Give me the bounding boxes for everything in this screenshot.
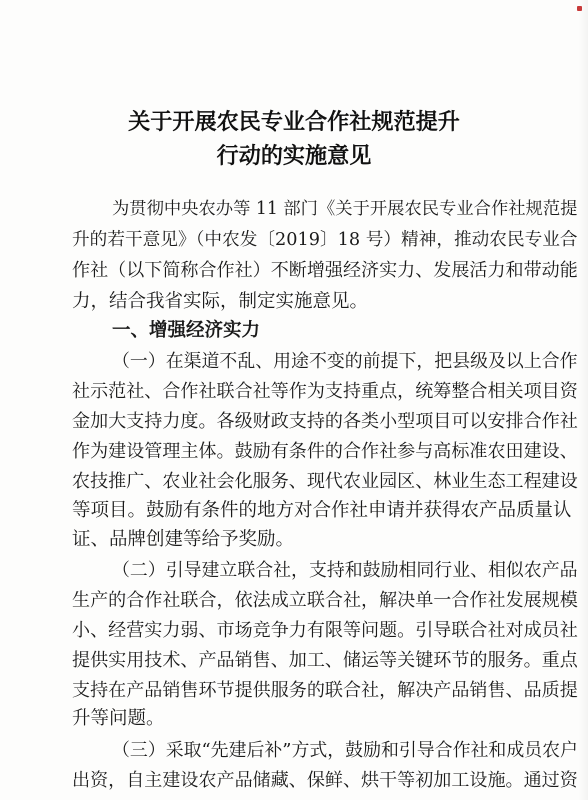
paragraph-intro-line-3: 作社（以下简称合作社）不断增强经济实力、发展活力和带动能 bbox=[72, 260, 578, 281]
section-heading-1: 一、增强经济实力 bbox=[112, 320, 261, 341]
paragraph-2-line-6: 升等问题。 bbox=[72, 708, 165, 729]
paragraph-intro-line-1: 为贯彻中央农办等 11 部门《关于开展农民专业合作社规范提 bbox=[112, 199, 578, 219]
paragraph-2-line-2: 生产的合作社联合，依法成立联合社，解决单一合作社发展规模 bbox=[72, 590, 578, 611]
paragraph-intro-line-4: 力，结合我省实际，制定实施意见。 bbox=[72, 291, 369, 312]
paragraph-3-line-1: （三）采取“先建后补”方式，鼓励和引导合作社和成员农户 bbox=[112, 740, 578, 761]
paragraph-2-line-5: 支持在产品销售环节提供服务的联合社，解决产品销售、品质提 bbox=[72, 680, 578, 701]
document-title-line-2: 行动的实施意见 bbox=[216, 143, 372, 169]
paragraph-1-line-1: （一）在渠道不乱、用途不变的前提下，把县级及以上合作 bbox=[112, 351, 578, 372]
paragraph-2-line-3: 小、经营实力弱、市场竞争力有限等问题。引导联合社对成员社 bbox=[72, 620, 578, 641]
paragraph-3-line-2: 出资，自主建设农产品储藏、保鲜、烘干等初加工设施。通过资 bbox=[72, 770, 578, 791]
paragraph-intro-line-2: 升的若干意见》（中农发〔2019〕18 号）精神，推动农民专业合 bbox=[72, 230, 578, 250]
paragraph-1-line-7: 证、品牌创建等给予奖励。 bbox=[72, 529, 295, 550]
document-title-line-1: 关于开展农民专业合作社规范提升 bbox=[128, 109, 460, 135]
paragraph-1-line-6: 等项目。鼓励有条件的地方对合作社申请并获得农产品质量认 bbox=[72, 500, 572, 521]
paragraph-1-line-5: 农技推广、农业社会化服务、现代农业园区、林业生态工程建设 bbox=[72, 471, 578, 492]
paragraph-1-line-2: 社示范社、合作社联合社等作为支持重点，统筹整合相关项目资 bbox=[72, 381, 578, 402]
paragraph-2-line-4: 提供实用技术、产品销售、加工、储运等关键环节的服务。重点 bbox=[72, 650, 578, 671]
paragraph-1-line-3: 金加大支持力度。各级财政支持的各类小型项目可以安排合作社 bbox=[72, 411, 578, 432]
paragraph-1-line-4: 作为建设管理主体。鼓励有条件的合作社参与高标准农田建设、 bbox=[72, 441, 578, 462]
corner-mark bbox=[577, 6, 582, 11]
paragraph-2-line-1: （二）引导建立联合社，支持和鼓励相同行业、相似农产品 bbox=[112, 560, 578, 581]
